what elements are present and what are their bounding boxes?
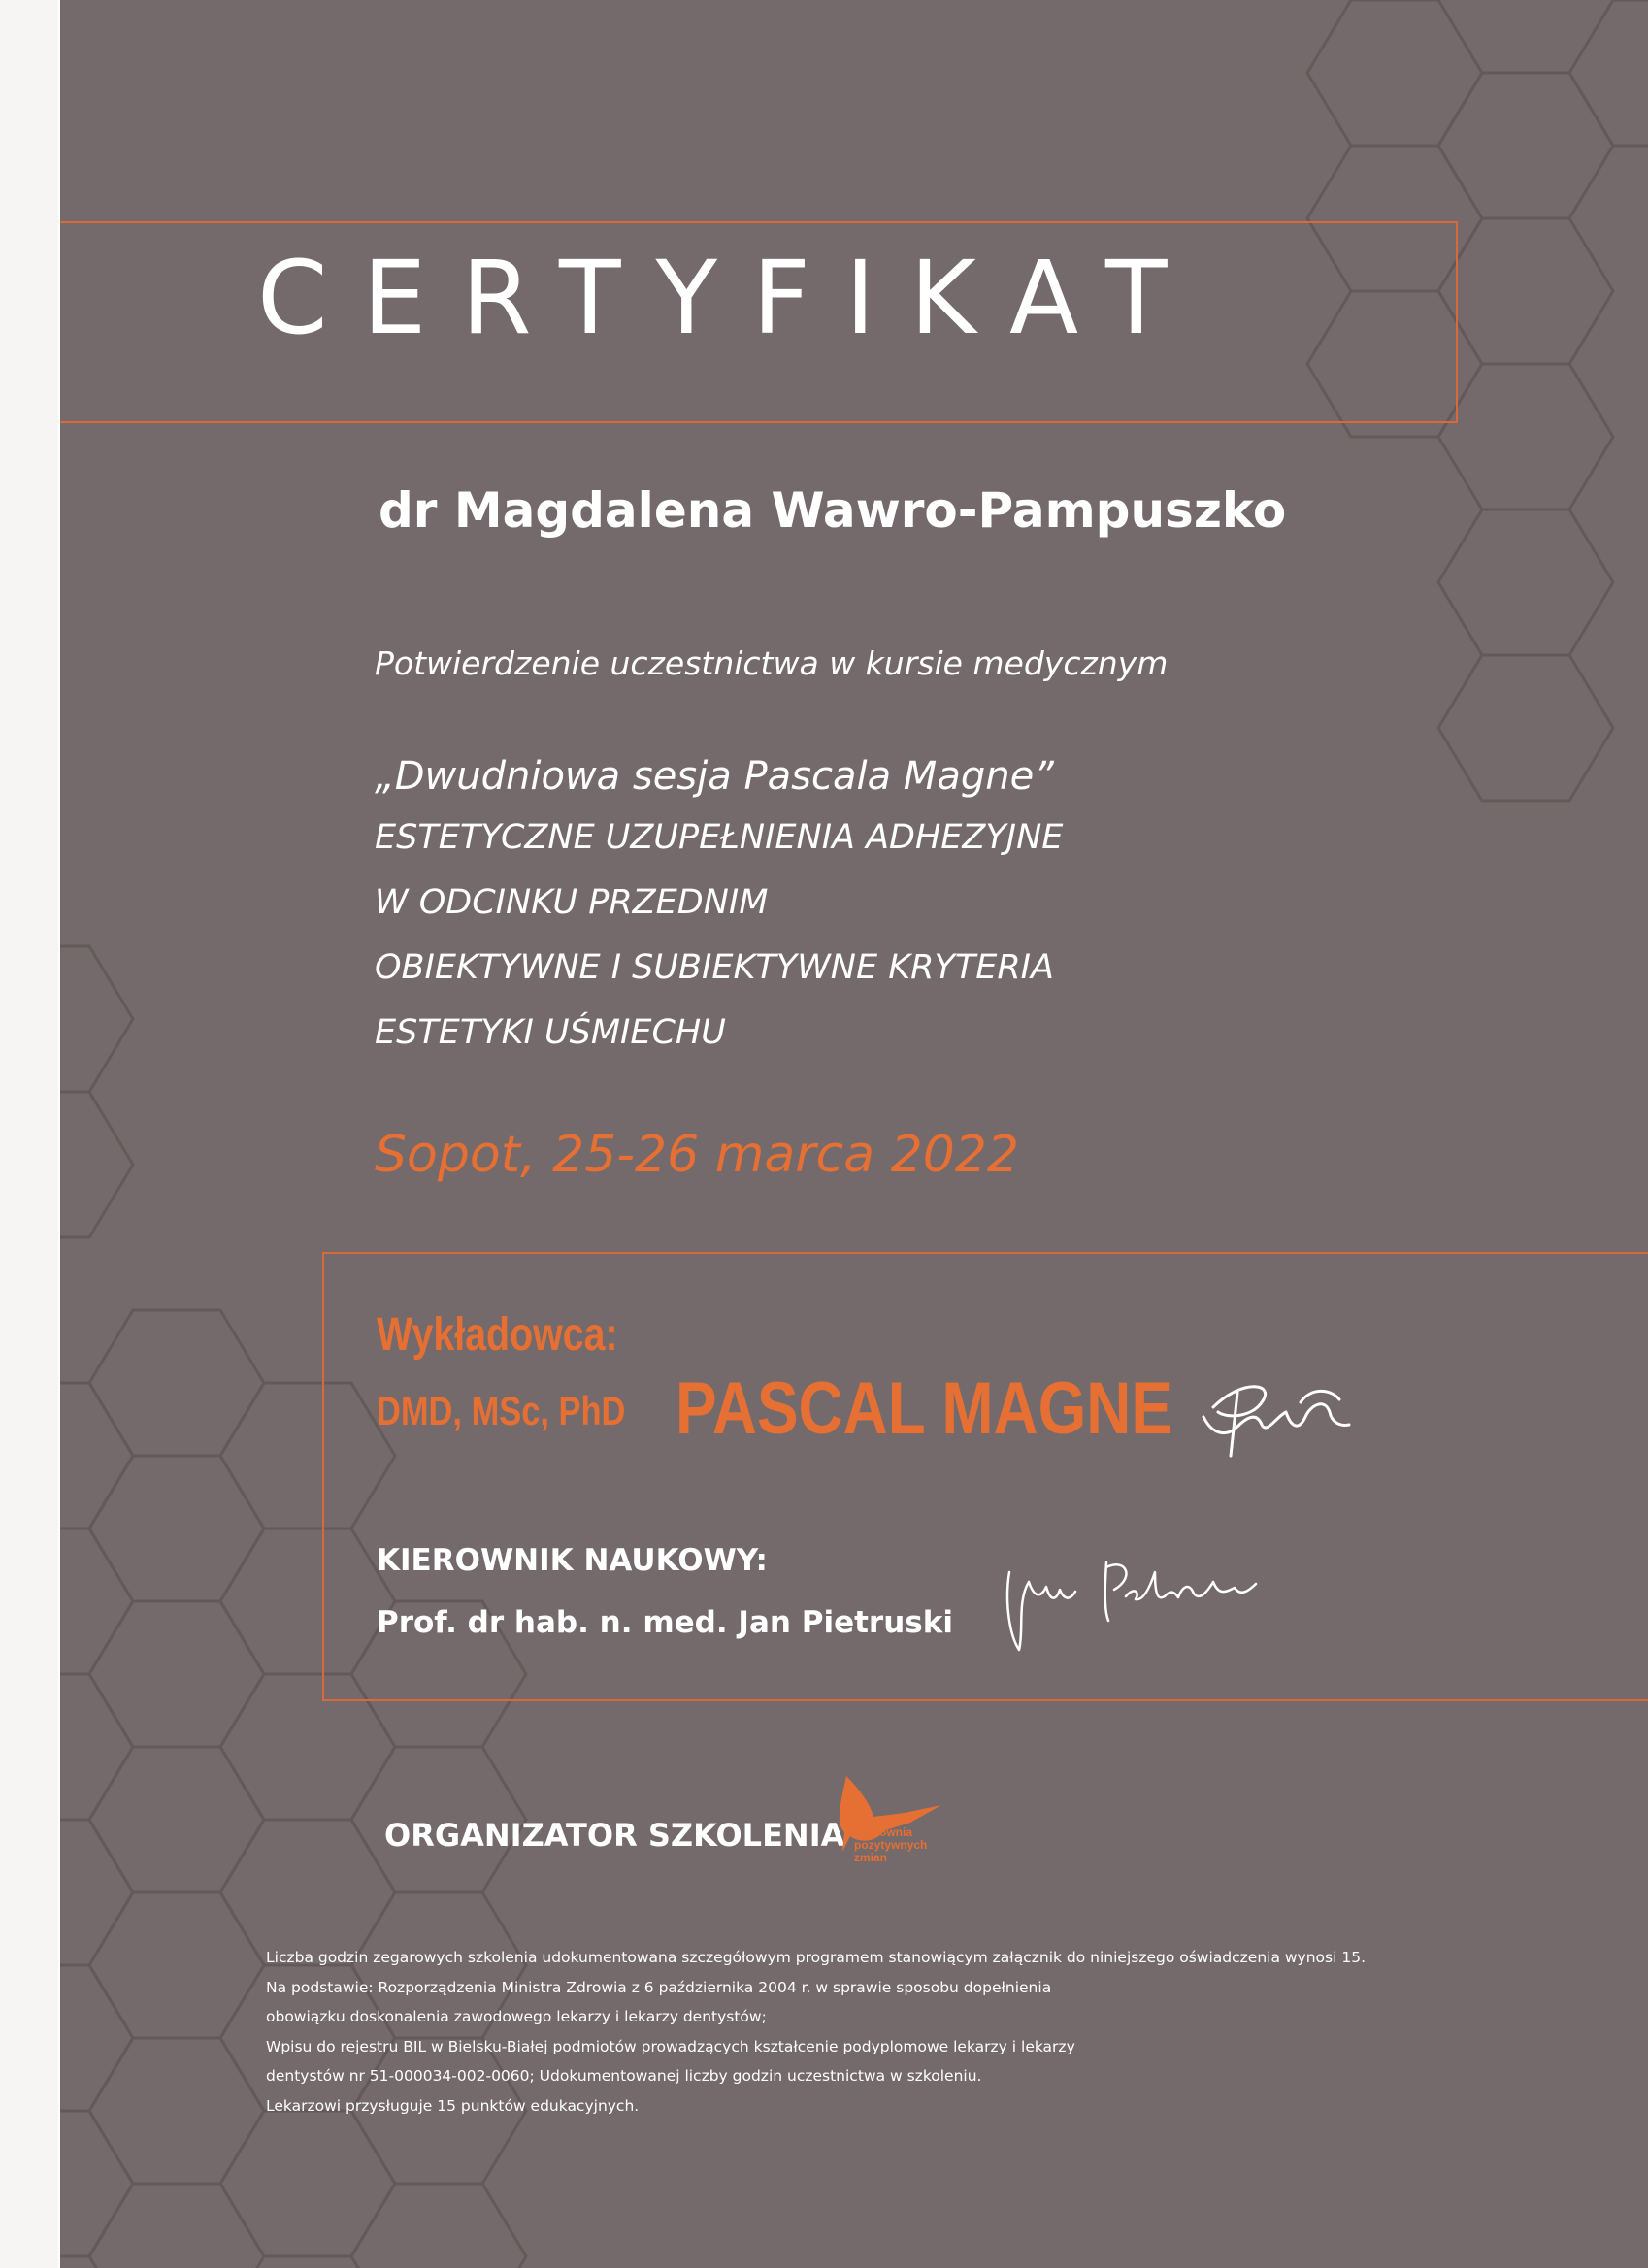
course-line: ESTETYKI UŚMIECHU bbox=[375, 1013, 726, 1052]
course-title: „Dwudniowa sesja Pascala Magne” bbox=[375, 754, 1054, 799]
footnote-line: dentystów nr 51-000034-002-0060; Udokumentowanej liczby godzin uczestnictwa w szkoleniu. bbox=[266, 2067, 982, 2086]
place-date: Sopot, 25-26 marca 2022 bbox=[375, 1126, 1019, 1184]
footnote-line: Lekarzowi przysługuje 15 punktów edukacyjnych. bbox=[266, 2096, 640, 2115]
organizer-logo-text bbox=[854, 1826, 951, 1864]
scientific-head-name: Prof. dr hab. n. med. Jan Pietruski bbox=[377, 1605, 953, 1640]
recipient-name: dr Magdalena Wawro-Pampuszko bbox=[379, 482, 1287, 539]
participation-confirmation: Potwierdzenie uczestnictwa w kursie medycznym bbox=[375, 644, 1169, 682]
course-block bbox=[375, 747, 1394, 1066]
logo-line: zmian bbox=[854, 1851, 888, 1864]
lecturer-signature bbox=[1184, 1359, 1378, 1465]
logo-line: pozytywnych bbox=[854, 1838, 928, 1852]
hummingbird-logo-icon bbox=[817, 1766, 953, 1883]
scientific-head-label: KIEROWNIK NAUKOWY: bbox=[377, 1543, 768, 1578]
lecturer-degrees: DMD, MSc, PhD bbox=[377, 1388, 626, 1433]
footnote-line: Wpisu do rejestru BIL w Bielsku-Białej podmiotów prowadzących kształcenie podyplomowe lekarzy i lekarzy bbox=[266, 2037, 1075, 2055]
scientific-head-signature bbox=[990, 1543, 1281, 1660]
course-line: OBIEKTYWNE I SUBIEKTYWNE KRYTERIA bbox=[375, 948, 1054, 987]
footnote bbox=[266, 1943, 1557, 2121]
course-line: ESTETYCZNE UZUPEŁNIENIA ADHEZYJNE bbox=[375, 818, 1064, 857]
logo-line: Pracownia bbox=[854, 1825, 913, 1839]
course-line: W ODCINKU PRZEDNIM bbox=[375, 883, 769, 922]
footnote-line: obowiązku doskonalenia zawodowego lekarzy i lekarzy dentystów; bbox=[266, 2008, 767, 2026]
lecturer-name: PASCAL MAGNE bbox=[676, 1367, 1172, 1450]
footnote-line: Liczba godzin zegarowych szkolenia udokumentowana szczegółowym programem stanowiącym załącznik do niniejszego oświadczenia wynosi 15. bbox=[266, 1949, 1366, 1966]
lecturer-label: Wykładowca: bbox=[377, 1309, 618, 1361]
footnote-line: Na podstawie: Rozporządzenia Ministra Zdrowia z 6 października 2004 r. w sprawie sposobu dopełnienia bbox=[266, 1978, 1052, 1996]
certificate-title: CERTYFIKAT bbox=[257, 239, 1203, 357]
scan-margin bbox=[0, 0, 58, 2268]
organizer-label: ORGANIZATOR SZKOLENIA bbox=[384, 1817, 845, 1854]
